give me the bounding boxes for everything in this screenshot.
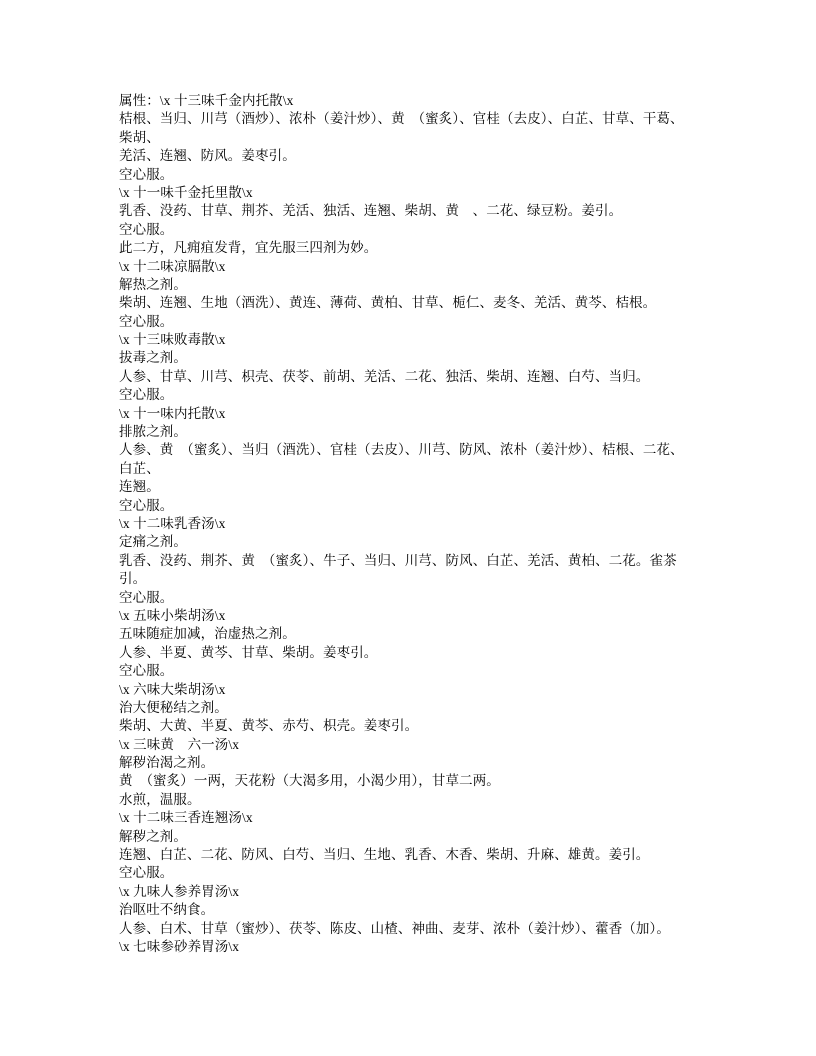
text-line: 治大便秘结之剂。 [119,699,228,715]
text-line: 空心服。 [119,387,174,403]
text-line: \x 十二味乳香汤\x [119,515,226,531]
text-line: 人参、甘草、川芎、枳壳、茯苓、前胡、羌活、二花、独活、柴胡、连翘、白芍、当归。 [119,368,650,384]
text-line: \x 七味参砂养胃汤\x [119,938,240,954]
text-line: 黄 （蜜炙）一两，天花粉（大渴多用，小渴少用），甘草二两。 [119,773,500,789]
text-line: 空心服。 [119,589,174,605]
text-line: \x 五味小柴胡汤\x [119,607,226,623]
text-line: \x 九味人参养胃汤\x [119,883,240,899]
text-line: 连翘。 [119,479,160,495]
text-line: \x 十三味败毒散\x [119,332,226,348]
text-line: 空心服。 [119,221,174,237]
text-line: 空心服。 [119,497,174,513]
text-block [119,92,709,956]
text-line: 连翘、白芷、二花、防风、白芍、当归、生地、乳香、木香、柴胡、升麻、雄黄。姜引。 [119,847,650,863]
text-line: 排脓之剂。 [119,424,187,440]
text-line: 柴胡、连翘、生地（酒洗）、黄连、薄荷、黄柏、甘草、栀仁、麦冬、羌活、黄芩、桔根。 [119,295,657,311]
text-line: 治呕吐不纳食。 [119,902,215,918]
text-line: \x 六味大柴胡汤\x [119,681,226,697]
text-line: 乳香、没药、甘草、荆芥、羌活、独活、连翘、柴胡、黄 、二花、绿豆粉。姜引。 [119,203,623,219]
text-line: 水煎，温服。 [119,791,201,807]
text-line: 羌活、连翘、防风。姜枣引。 [119,148,296,164]
text-line: 解热之剂。 [119,276,187,292]
text-line: 桔根、当归、川芎（酒炒）、浓朴（姜汁炒）、黄 （蜜炙）、官桂（去皮）、白芷、甘草、干葛、 [119,111,684,127]
text-line: 空心服。 [119,313,174,329]
text-line: 空心服。 [119,865,174,881]
text-line: 人参、黄 （蜜炙）、当归（酒洗）、官桂（去皮）、川芎、防风、浓朴（姜汁炒）、桔根、二花、 [119,442,684,458]
text-line: \x 十二味凉膈散\x [119,258,226,274]
text-line: 白芷、 [119,460,160,476]
text-line: 五味随症加减，治虚热之剂。 [119,626,296,642]
text-line: 空心服。 [119,663,174,679]
text-line: 拔毒之剂。 [119,350,187,366]
text-line: 此二方，凡痈疽发背，宜先服三四剂为妙。 [119,240,378,256]
text-line: 乳香、没药、荆芥、黄 （蜜炙）、牛子、当归、川芎、防风、白芷、羌活、黄柏、二花。雀茶 [119,552,677,568]
text-line: 引。 [119,571,147,587]
text-line: \x 三味黄 六一汤\x [119,736,240,752]
text-line: \x 十一味千金托里散\x [119,184,253,200]
text-line: 属性：\x 十三味千金内托散\x [119,93,294,108]
text-line: 人参、半夏、黄芩、甘草、柴胡。姜枣引。 [119,644,378,660]
text-line: 解秽之剂。 [119,828,187,844]
text-line: 人参、白术、甘草（蜜炒）、茯苓、陈皮、山楂、神曲、麦芽、浓朴（姜汁炒）、藿香（加）。 [119,920,670,936]
text-line: \x 十二味三香连翘汤\x [119,810,253,826]
text-line: 柴胡、 [119,129,160,145]
text-line: \x 十一味内托散\x [119,405,226,421]
text-line: 空心服。 [119,166,174,182]
text-line: 解秽治渴之剂。 [119,755,215,771]
text-line: 定痛之剂。 [119,534,187,550]
text-line: 柴胡、大黄、半夏、黄芩、赤芍、枳壳。姜枣引。 [119,718,419,734]
